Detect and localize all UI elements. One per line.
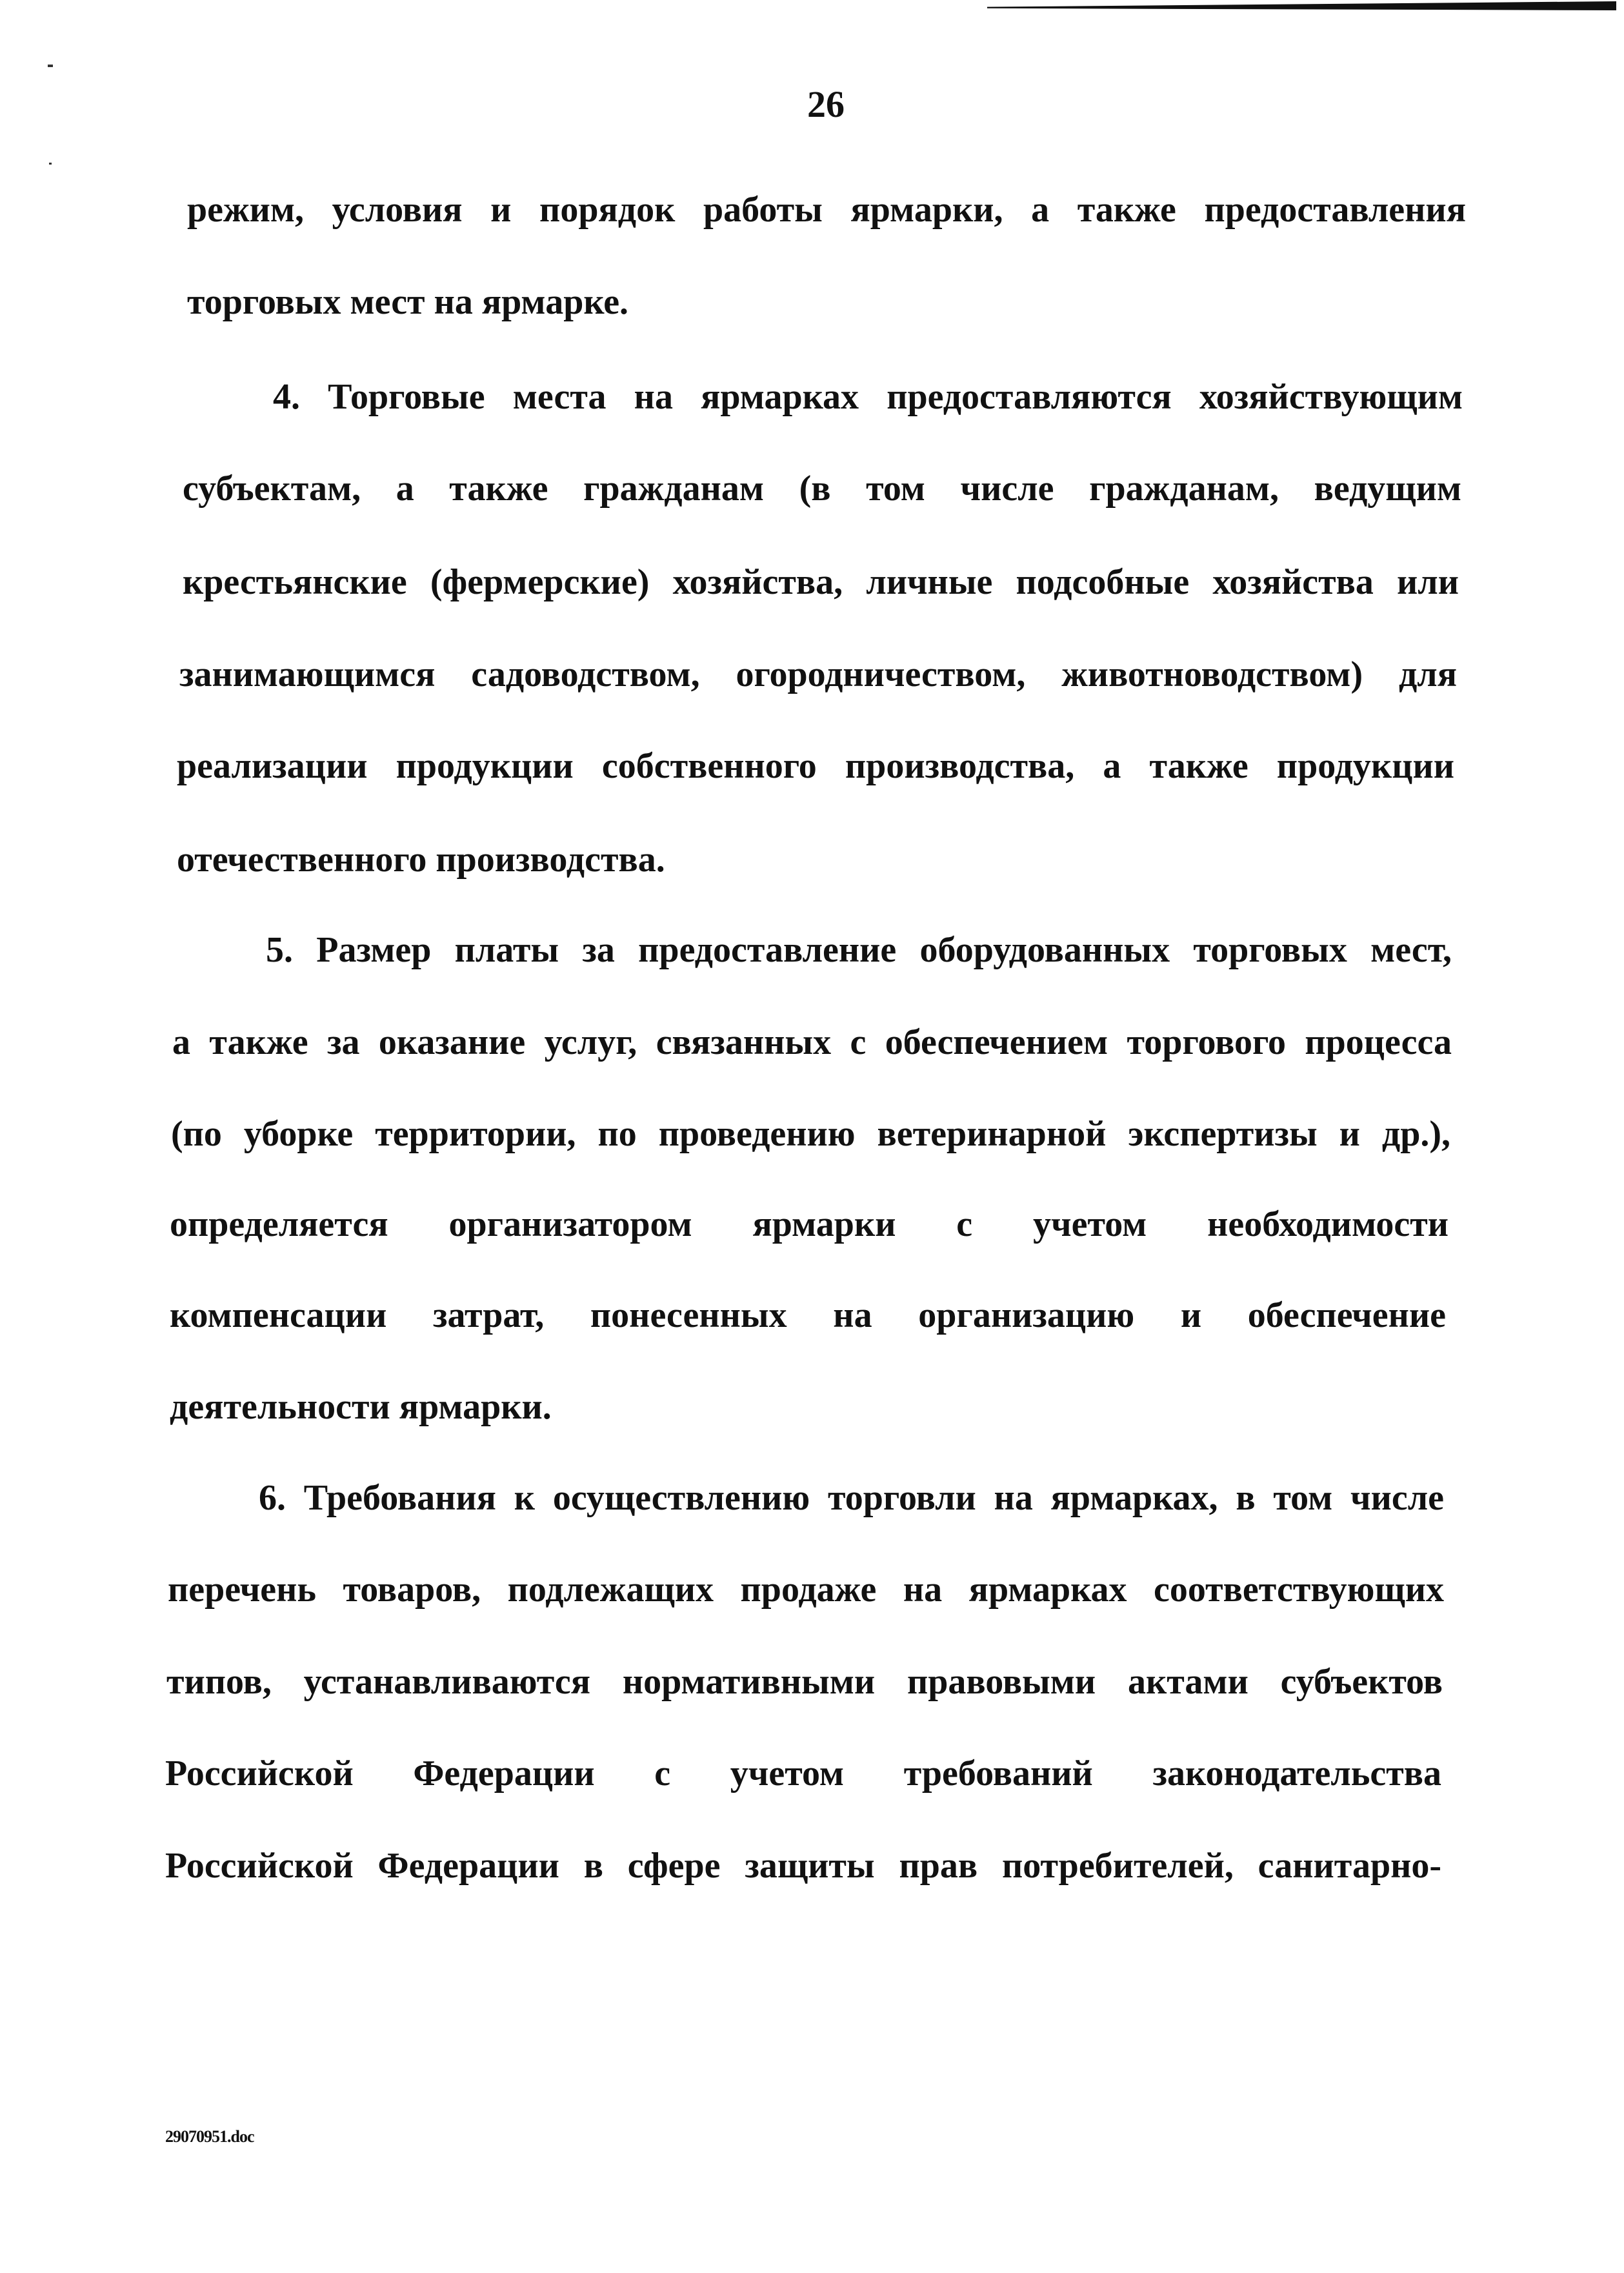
text-line: отечественного производства. bbox=[177, 840, 665, 880]
text-line: перечень товаров, подлежащих продаже на ярмарках соответствующих bbox=[168, 1570, 1444, 1610]
text-line: (по уборке территории, по проведению ветеринарной экспертизы и др.), bbox=[171, 1114, 1450, 1154]
text-line: а также за оказание услуг, связанных с обеспечением торгового процесса bbox=[172, 1022, 1452, 1062]
text-line: определяется организатором ярмарки с учетом необходимости bbox=[170, 1204, 1449, 1244]
page-number: 26 bbox=[807, 83, 845, 125]
text-line: Российской Федерации с учетом требований законодательства bbox=[165, 1753, 1441, 1793]
text-line: 4. Торговые места на ярмарках предоставляются хозяйствующим bbox=[273, 377, 1463, 417]
text-line: торговых мест на ярмарке. bbox=[187, 282, 629, 322]
text-line: деятельности ярмарки. bbox=[170, 1387, 552, 1427]
top-rule-line bbox=[987, 1, 1616, 10]
text-line: занимающимся садоводством, огородничеством, животноводством) для bbox=[179, 654, 1457, 694]
text-line: режим, условия и порядок работы ярмарки, а также предоставления bbox=[187, 190, 1466, 230]
text-line: реализации продукции собственного производства, а также продукции bbox=[177, 746, 1454, 786]
scan-speck bbox=[48, 65, 53, 67]
text-line: типов, устанавливаются нормативными правовыми актами субъектов bbox=[166, 1662, 1443, 1702]
text-line: 5. Размер платы за предоставление оборудованных торговых мест, bbox=[266, 930, 1452, 970]
scan-speck bbox=[49, 163, 52, 165]
text-line: 6. Требования к осуществлению торговли на ярмарках, в том числе bbox=[259, 1478, 1444, 1518]
file-name-footer: 29070951.doc bbox=[165, 2127, 254, 2146]
text-line: крестьянские (фермерские) хозяйства, личные подсобные хозяйства или bbox=[183, 562, 1459, 602]
text-line: Российской Федерации в сфере защиты прав потребителей, санитарно- bbox=[165, 1846, 1441, 1886]
text-line: субъектам, а также гражданам (в том числе гражданам, ведущим bbox=[183, 469, 1461, 509]
text-line: компенсации затрат, понесенных на организацию и обеспечение bbox=[170, 1295, 1446, 1335]
